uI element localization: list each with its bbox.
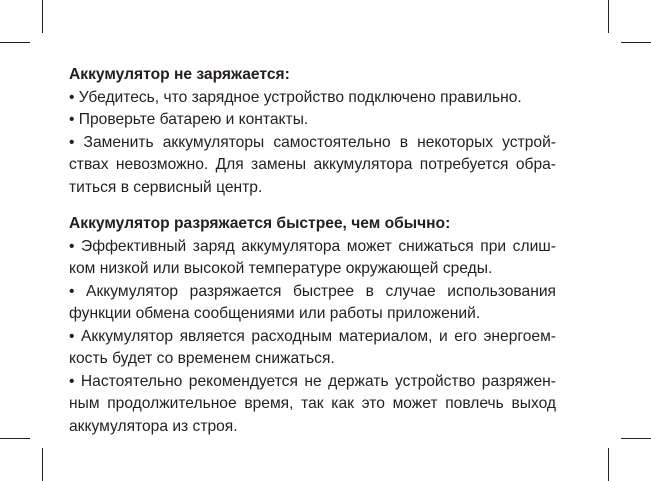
crop-mark-bottom-right-vertical: [608, 448, 609, 481]
crop-mark-top-right-vertical: [608, 0, 609, 33]
crop-mark-top-right-horizontal: [621, 42, 651, 43]
paragraph: • Убедитесь, что зарядное устройство подключено правильно.: [69, 88, 522, 106]
paragraph: • Настоятельно рекомендуется не держать устройство разряженным продолжительное время, так как это может повлечь выход аккумулятора из строя.: [69, 372, 556, 435]
paragraph: • Эффективный заряд аккумулятора может снижаться при слишком низкой или высокой температуре окружающей среды.: [69, 237, 556, 277]
crop-mark-top-left-horizontal: [0, 42, 30, 43]
crop-mark-top-left-vertical: [42, 0, 43, 33]
section-not-charging: [69, 64, 556, 199]
crop-mark-bottom-left-vertical: [42, 448, 43, 481]
paragraph: • Заменить аккумуляторы самостоятельно в некоторых устройствах невозможно. Для замены аккумулятора потребуется обратиться в сервисный центр.: [69, 133, 556, 196]
section-fast-discharge: [69, 213, 556, 438]
crop-mark-bottom-left-horizontal: [0, 438, 30, 439]
section-heading: Аккумулятор не заряжается:: [69, 66, 290, 83]
paragraph: • Проверьте батарею и контакты.: [69, 111, 309, 128]
page-content: [69, 64, 556, 438]
crop-mark-bottom-right-horizontal: [621, 438, 651, 439]
section-heading: Аккумулятор разряжается быстрее, чем обычно:: [69, 215, 451, 232]
paragraph: • Аккумулятор разряжается быстрее в случае использования функции обмена сообщениями или работы приложений.: [69, 282, 556, 322]
paragraph: • Аккумулятор является расходным материалом, и его энергоемкость будет со временем снижаться.: [69, 327, 556, 367]
